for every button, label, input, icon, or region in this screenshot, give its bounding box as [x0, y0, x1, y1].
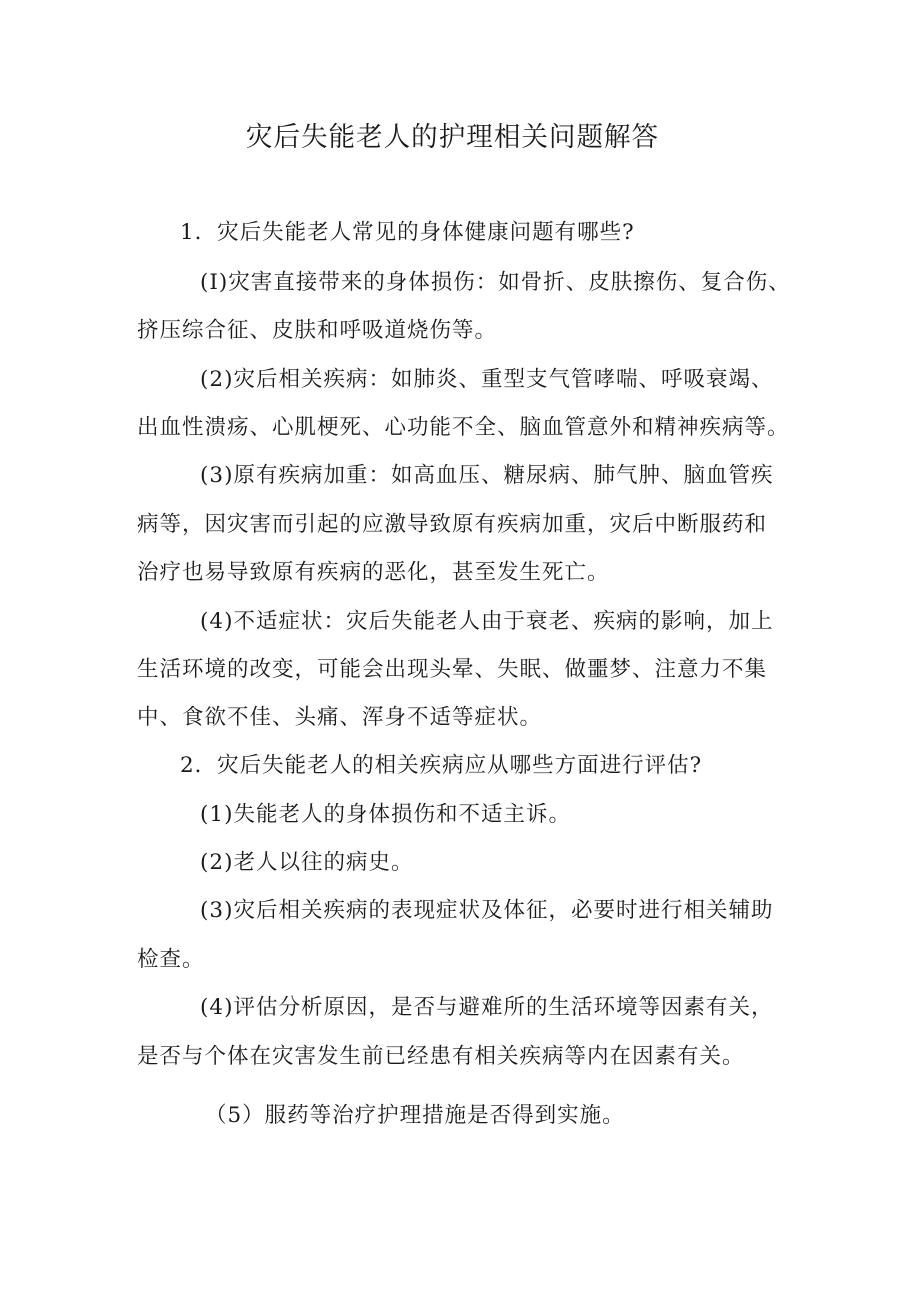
answer-2-item-5: （5）服药等治疗护理措施是否得到实施。: [205, 1103, 625, 1128]
answer-1-item-3-line-1: (3)原有疾病加重：如高血压、糖尿病、肺气肿、脑血管疾: [200, 463, 774, 488]
answer-2-item-3-line-1: (3)灾后相关疾病的表现症状及体征，必要时进行相关辅助: [200, 898, 774, 923]
question-1-heading: 1．灾后失能老人常见的身体健康问题有哪些?: [180, 220, 635, 245]
answer-1-item-1-line-2: 挤压综合征、皮肤和呼吸道烧伤等。: [137, 318, 498, 343]
answer-1-item-4-line-2: 生活环境的改变，可能会出现头晕、失眠、做噩梦、注意力不集: [137, 657, 768, 682]
answer-2-item-1: (1)失能老人的身体损伤和不适主诉。: [200, 802, 571, 827]
answer-1-item-2-line-1: (2)灾后相关疾病：如肺炎、重型支气管哮喘、呼吸衰竭、: [200, 367, 774, 392]
answer-2-item-2: (2)老人以往的病史。: [200, 850, 414, 875]
answer-2-item-3-line-2: 检查。: [137, 947, 205, 972]
answer-1-item-4-line-1: (4)不适症状：灾后失能老人由于衰老、疾病的影响，加上: [200, 609, 774, 634]
answer-1-item-4-line-3: 中、食欲不佳、头痛、浑身不适等症状。: [137, 705, 543, 730]
answer-1-item-1-line-1: (I)灾害直接带来的身体损伤：如骨折、皮肤擦伤、复合伤、: [200, 270, 791, 295]
answer-1-item-3-line-2: 病等，因灾害而引起的应激导致原有疾病加重，灾后中断服药和: [137, 512, 768, 537]
answer-2-item-4-line-2: 是否与个体在灾害发生前已经患有相关疾病等内在因素有关。: [137, 1044, 745, 1069]
answer-2-item-4-line-1: (4)评估分析原因，是否与避难所的生活环境等因素有关，: [200, 995, 774, 1020]
document-title: 灾后失能老人的护理相关问题解答: [245, 122, 660, 153]
question-2-heading: 2．灾后失能老人的相关疾病应从哪些方面进行评估?: [180, 753, 703, 778]
answer-1-item-3-line-3: 治疗也易导致原有疾病的恶化，甚至发生死亡。: [137, 560, 610, 585]
answer-1-item-2-line-2: 出血性溃疡、心肌梗死、心功能不全、脑血管意外和精神疾病等。: [137, 415, 790, 440]
